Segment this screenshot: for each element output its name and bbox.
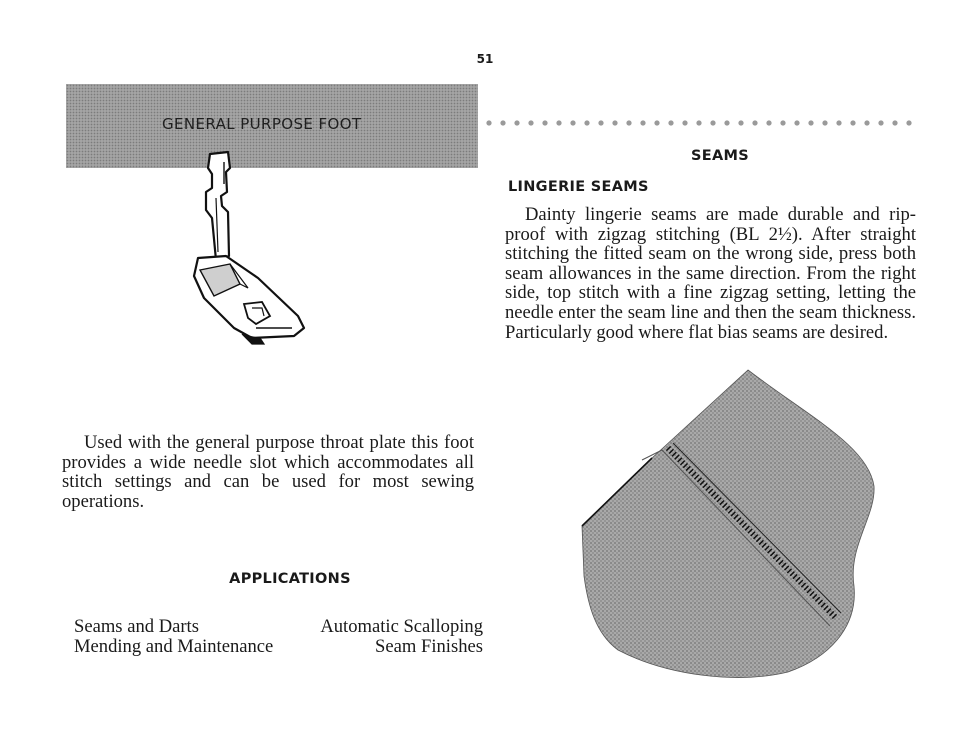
applications-heading: APPLICATIONS — [229, 571, 351, 587]
dotted-divider — [482, 117, 918, 129]
lingerie-seams-text: Dainty lingerie seams are made durable and rip-proof with zigzag stitching (BL 2½). After straight stitching the fitted seam on the wrong side, press both seam allowances in the same direction. From the right side, top stitch with a fine zigzag setting, letting the needle enter the seam line and then the seam thickness. Particularly good where flat bias seams are desired. — [505, 204, 916, 343]
section-title: SEAMS — [691, 148, 749, 164]
applications-list-right — [300, 617, 483, 656]
subsection-title: LINGERIE SEAMS — [508, 179, 649, 195]
presser-foot-illustration — [186, 148, 316, 348]
foot-description: Used with the general purpose throat plate this foot provides a wide needle slot which accommodates all stitch settings and can be used for most sewing operations. — [62, 432, 474, 512]
fabric-seam-illustration — [578, 366, 878, 686]
page-number: 51 — [476, 52, 494, 66]
application-item: Seams and Darts — [74, 616, 199, 637]
application-item: Seam Finishes — [375, 635, 483, 657]
applications-list-left — [74, 617, 273, 656]
application-item: Mending and Maintenance — [74, 635, 274, 657]
application-item: Automatic Scalloping — [320, 616, 483, 637]
header-title: GENERAL PURPOSE FOOT — [162, 115, 362, 133]
